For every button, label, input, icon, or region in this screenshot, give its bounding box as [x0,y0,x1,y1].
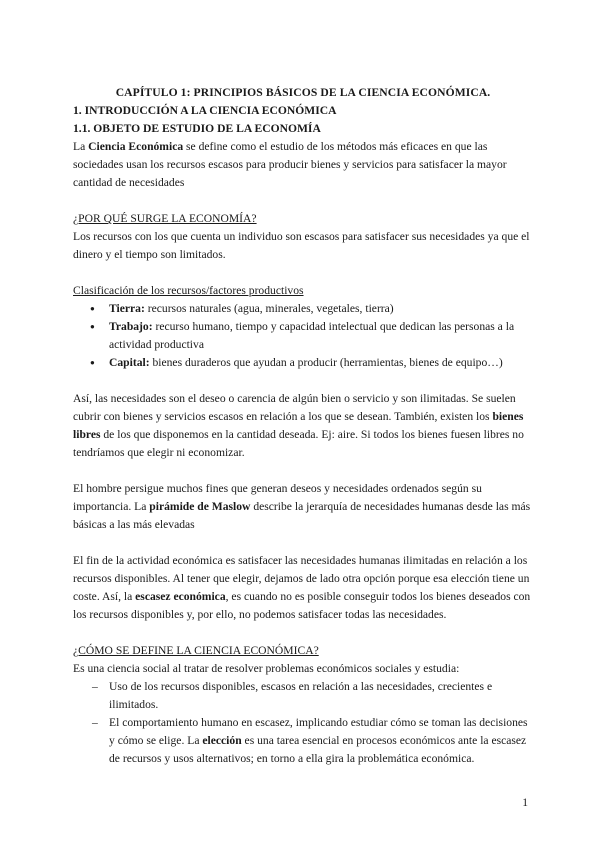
bold-term: Trabajo: [109,320,153,333]
question-heading-2: ¿CÓMO SE DEFINE LA CIENCIA ECONÓMICA? [73,644,319,657]
document-page [73,84,533,768]
section-heading-1: 1. INTRODUCCIÓN A LA CIENCIA ECONÓMICA [73,104,337,117]
bold-term: Capital: [109,356,150,369]
text: de los que disponemos en la cantidad deseada. Ej: aire. Si todos los bienes fuesen libres no tendríamos que elegir ni economizar. [73,428,524,459]
text: El comportamiento humano en escasez, implicando estudiar cómo se toman las decisiones y cómo se elige. La [109,716,528,747]
paragraph-definition [73,138,533,192]
list-item [73,714,533,768]
resource-list [73,300,533,372]
chapter-title: CAPÍTULO 1: PRINCIPIOS BÁSICOS DE LA CIENCIA ECONÓMICA. [115,86,491,99]
page-number: 1 [522,796,528,809]
study-list [73,678,533,768]
text: se define como el estudio de los métodos más eficaces en que las sociedades usan los recursos escasos para producir bienes y servicios para satisfacer la mayor cantidad de necesidades [73,140,507,189]
paragraph-scarcity: Los recursos con los que cuenta un individuo son escasos para satisfacer sus necesidades ya que el dinero y el tiempo son limitados. [73,230,530,261]
paragraph-maslow [73,480,533,534]
text: recursos naturales (agua, minerales, vegetales, tierra) [144,302,394,315]
text: Uso de los recursos disponibles, escasos en relación a las necesidades, crecientes e ilimitados. [109,680,493,711]
text: La [73,140,89,153]
text: describe la jerarquía de necesidades humanas desde las más básicas a las más elevadas [73,500,531,531]
list-item [73,678,533,714]
text: , es cuando no es posible conseguir todos los bienes deseados con los recursos disponibles y, por ello, no podemos satisfacer todas las necesidades. [73,590,531,621]
paragraph-needs [73,390,533,462]
text: recurso humano, tiempo y capacidad intelectual que dedican las personas a la actividad productiva [109,320,515,351]
text: es una tarea esencial en procesos económicos ante la escasez de recursos y usos alternativos; en torno a ella gira la problemática económica. [109,734,527,765]
list-item [73,300,533,318]
text: Así, las necesidades son el deseo o carencia de algún bien o servicio y son ilimitadas. Se suelen cubrir con bienes y servicios escasos en relación a los que se desean. También, existen los [73,392,516,423]
section-heading-1-1: 1.1. OBJETO DE ESTUDIO DE LA ECONOMÍA [73,122,321,135]
bold-term: bienes libres [73,410,524,441]
list-item [73,318,533,354]
text: El fin de la actividad económica es satisfacer las necesidades humanas ilimitadas en relación a los recursos disponibles. Al tener que elegir, dejamos de lado otra opción porque esa elección tiene un coste. Así, la [73,554,530,603]
bold-term: elección [202,734,242,747]
paragraph-purpose [73,552,533,624]
bold-term: pirámide de Maslow [149,500,251,513]
bold-term: escasez económica [135,590,226,603]
bold-term: Ciencia Económica [88,140,184,153]
text: El hombre persigue muchos fines que generan deseos y necesidades ordenados según su importancia. La [73,482,482,513]
classification-heading: Clasificación de los recursos/factores productivos [73,284,304,297]
bold-term: Tierra: [109,302,145,315]
paragraph-social-science: Es una ciencia social al tratar de resolver problemas económicos sociales y estudia: [73,662,460,675]
list-item [73,354,533,372]
text: bienes duraderos que ayudan a producir (herramientas, bienes de equipo…) [149,356,503,369]
question-heading-1: ¿POR QUÉ SURGE LA ECONOMÍA? [73,212,257,225]
